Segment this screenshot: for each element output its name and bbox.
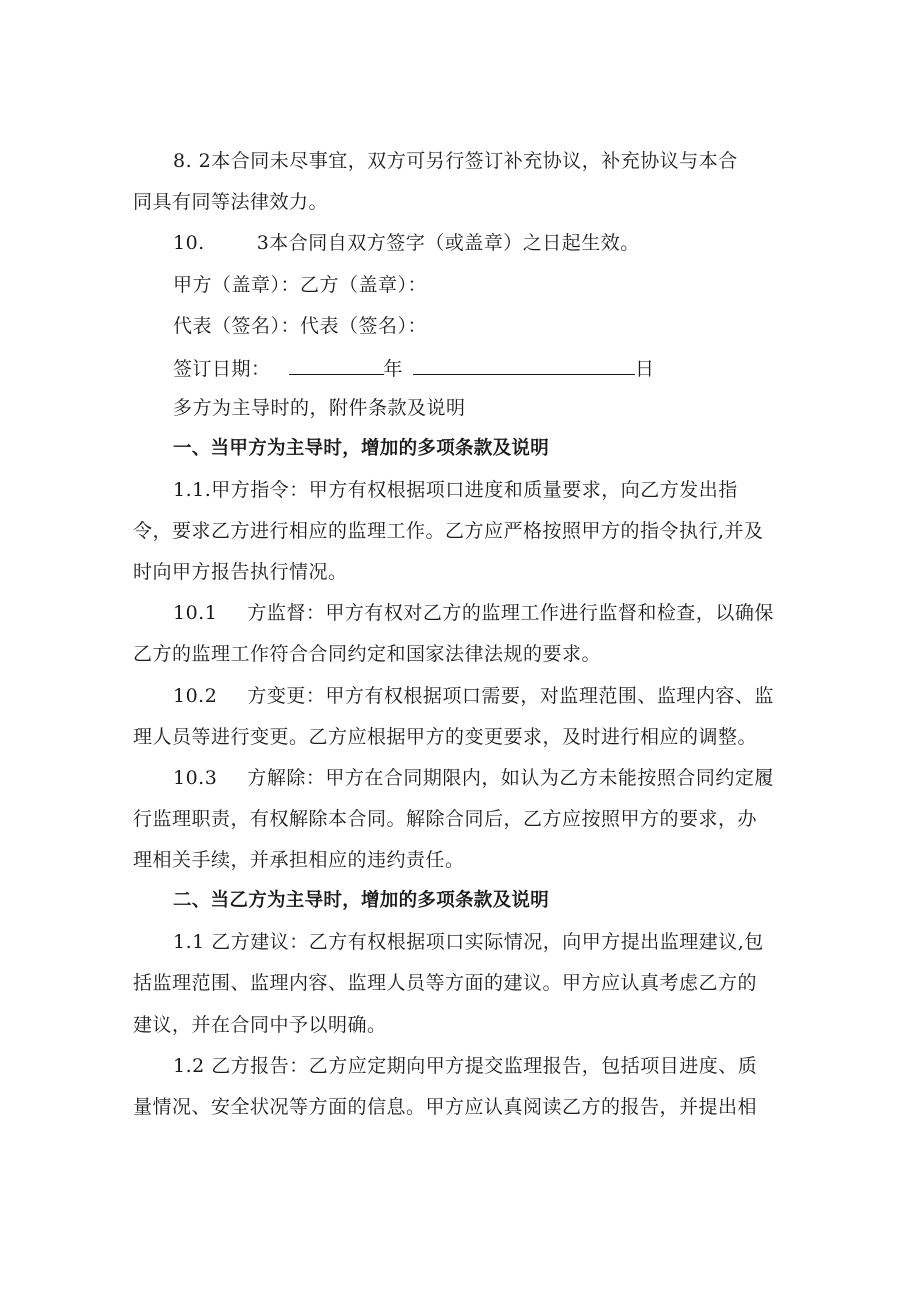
clause-text: 方监督：甲方有权对乙方的监理工作进行监督和检查，以确保 [247,602,774,624]
representative-signature-line: 代表（签名）：代表（签名）： [173,315,428,337]
clause-number: 10. [173,232,205,254]
signing-date-line [173,354,655,382]
section-heading-party-a: 一、当甲方为主导时，增加的多项条款及说明 [173,438,550,459]
clause-number: 10.1 [173,602,218,624]
party-b-clause-1-1-line-1: 1.1 乙方建议：乙方有权根据项口实际情况，向甲方提出监理建议,包 [173,931,764,953]
clause-10-2-line-1 [173,683,774,709]
clause-8-2-line-2: 同具有同等法律效力。 [133,191,329,213]
clause-10-3-line-1 [173,765,774,791]
year-label: 年 [383,358,404,380]
day-blank [413,354,635,375]
party-a-clause-1-1-line-1: 1.1.甲方指令：甲方有权根据项口进度和质量要求，向乙方发出指 [173,479,738,501]
party-b-clause-1-2-line-2: 量情况、安全状况等方面的信息。甲方应认真阅读乙方的报告，并提出相 [133,1096,758,1118]
party-seal-line: 甲方（盖章）：乙方（盖章）： [173,274,428,296]
party-a-clause-1-1-line-3: 时向甲方报告执行情况。 [133,561,348,583]
clause-text: 方变更：甲方有权根据项口需要，对监理范围、监理内容、监 [247,685,774,707]
clause-10-3-line-3: 理相关手续，并承担相应的违约责任。 [133,849,465,871]
clause-10-2-line-2: 理人员等进行变更。乙方应根据甲方的变更要求，及时进行相应的调整。 [133,726,758,748]
clause-text: 方解除：甲方在合同期限内，如认为乙方未能按照合同约定履 [247,767,774,789]
signing-date-label: 签订日期： [173,358,271,380]
clause-10-1-line-2: 乙方的监理工作符合合同约定和国家法律法规的要求。 [133,643,602,665]
clause-number: 10.2 [173,685,218,707]
section-heading-party-b: 二、当乙方为主导时，增加的多项条款及说明 [173,890,550,911]
clause-10-1-line-1 [173,600,774,626]
clause-8-2-line-1: 8. 2本合同未尽事宜，双方可另行签订补充协议，补充协议与本合 [173,150,738,172]
party-b-clause-1-2-line-1: 1.2 乙方报告：乙方应定期向甲方提交监理报告，包括项目进度、质 [173,1055,758,1077]
day-label: 日 [635,358,655,380]
clause-text: 3本合同自双方签字（或盖章）之日起生效。 [256,232,640,254]
clause-10-3-effective [173,230,640,256]
clause-10-3-line-2: 行监理职责，有权解除本合同。解除合同后，乙方应按照甲方的要求，办 [133,808,758,830]
year-blank [289,354,384,375]
party-b-clause-1-1-line-3: 建议，并在合同中予以明确。 [133,1014,387,1036]
party-b-clause-1-1-line-2: 括监理范围、监理内容、监理人员等方面的建议。甲方应认真考虑乙方的 [133,972,758,994]
party-a-clause-1-1-line-2: 令，要求乙方进行相应的监理工作。乙方应严格按照甲方的指令执行,并及 [133,520,764,542]
clause-number: 10.3 [173,767,218,789]
appendix-intro: 多方为主导时的，附件条款及说明 [173,397,466,419]
